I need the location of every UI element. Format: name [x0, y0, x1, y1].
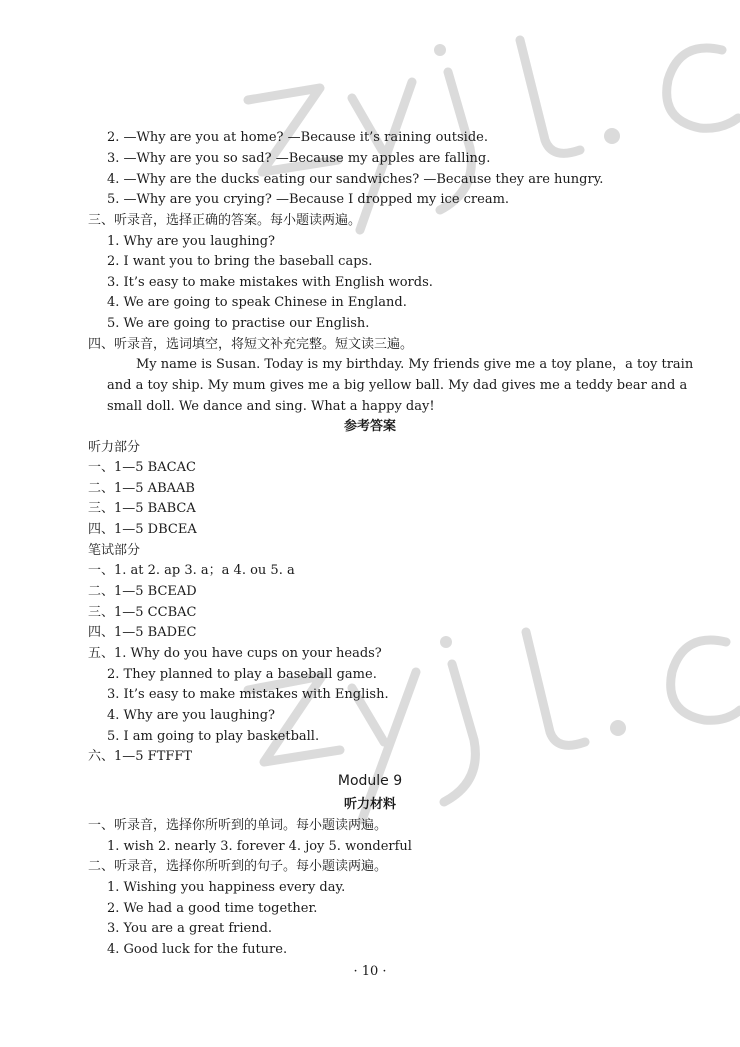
listening-answer-2: 二、1—5 ABAAB — [88, 481, 195, 496]
listening-two-item-4: 4. —Why are the ducks eating our sandwiches? —Because they are hungry. — [107, 172, 604, 187]
writing-five-item-3: 3. It’s easy to make mistakes with English. — [107, 687, 389, 702]
module-two-item-1: 1. Wishing you happiness every day. — [107, 880, 346, 895]
listening-answer-4: 四、1—5 DBCEA — [88, 522, 197, 537]
listening-two-item-3: 3. —Why are you so sad? —Because my apples are falling. — [107, 151, 491, 166]
listening-three-item-2: 2. I want you to bring the baseball caps. — [107, 254, 373, 269]
listening-answer-1: 一、1—5 BACAC — [88, 460, 196, 475]
watermark-lower-c — [671, 640, 740, 720]
module-two-item-3: 3. You are a great friend. — [107, 921, 273, 936]
module-one-words: 1. wish 2. nearly 3. forever 4. joy 5. wonderful — [107, 839, 412, 854]
page-number: · 10 · — [353, 964, 387, 979]
listening-two-item-5: 5. —Why are you crying? —Because I dropped my ice cream. — [107, 192, 510, 207]
writing-answer-4: 四、1—5 BADEC — [88, 625, 197, 640]
watermark-upper-dot — [604, 128, 620, 144]
writing-answer-1: 一、1. at 2. ap 3. a；a 4. ou 5. a — [88, 563, 295, 578]
watermark-lower-dot — [610, 720, 626, 736]
watermark-upper-l — [520, 40, 580, 153]
watermark-upper-c — [667, 48, 738, 128]
writing-answer-3: 三、1—5 CCBAC — [88, 605, 197, 620]
watermark-lower-j-dot — [440, 636, 452, 648]
listening-three-title: 三、听录音，选择正确的答案。每小题读两遍。 — [88, 213, 362, 228]
writing-answer-5: 五、1. Why do you have cups on your heads? — [88, 646, 382, 661]
listening-three-item-4: 4. We are going to speak Chinese in England. — [107, 295, 407, 310]
listening-three-item-3: 3. It’s easy to make mistakes with English words. — [107, 275, 433, 290]
writing-answer-6: 六、1—5 FTFFT — [88, 749, 193, 764]
module-one-title: 一、听录音，选择你所听到的单词。每小题读两遍。 — [88, 818, 388, 833]
listening-part-title: 听力部分 — [88, 440, 141, 455]
module-two-item-4: 4. Good luck for the future. — [107, 942, 288, 957]
listening-four-passage-line-2: and a toy ship. My mum gives me a big yellow ball. My dad gives me a teddy bear and a — [107, 378, 688, 393]
module-two-title: 二、听录音，选择你所听到的句子。每小题读两遍。 — [88, 859, 388, 874]
writing-five-item-2: 2. They planned to play a baseball game. — [107, 667, 377, 682]
module-title: Module 9 — [337, 773, 403, 789]
writing-five-item-4: 4. Why are you laughing? — [107, 708, 276, 723]
listening-four-passage-line-3: small doll. We dance and sing. What a happy day! — [107, 399, 435, 414]
watermark-upper-j-dot — [434, 44, 446, 56]
listening-two-item-2: 2. —Why are you at home? —Because it’s raining outside. — [107, 130, 488, 145]
answer-key-title: 参考答案 — [343, 419, 396, 434]
listening-four-title: 四、听录音，选词填空，将短文补充完整。短文读三遍。 — [88, 337, 414, 352]
listening-answer-3: 三、1—5 BABCA — [88, 501, 196, 516]
listening-three-item-1: 1. Why are you laughing? — [107, 234, 276, 249]
watermark-lower-l — [526, 632, 585, 745]
writing-answer-2: 二、1—5 BCEAD — [88, 584, 197, 599]
listening-four-passage-line-1: My name is Susan. Today is my birthday. My friends give me a toy plane，a toy train — [136, 357, 694, 372]
listening-three-item-5: 5. We are going to practise our English. — [107, 316, 370, 331]
writing-part-title: 笔试部分 — [88, 543, 141, 558]
writing-five-item-5: 5. I am going to play basketball. — [107, 729, 320, 744]
module-two-item-2: 2. We had a good time together. — [107, 901, 318, 916]
module-subtitle: 听力材料 — [343, 797, 396, 812]
